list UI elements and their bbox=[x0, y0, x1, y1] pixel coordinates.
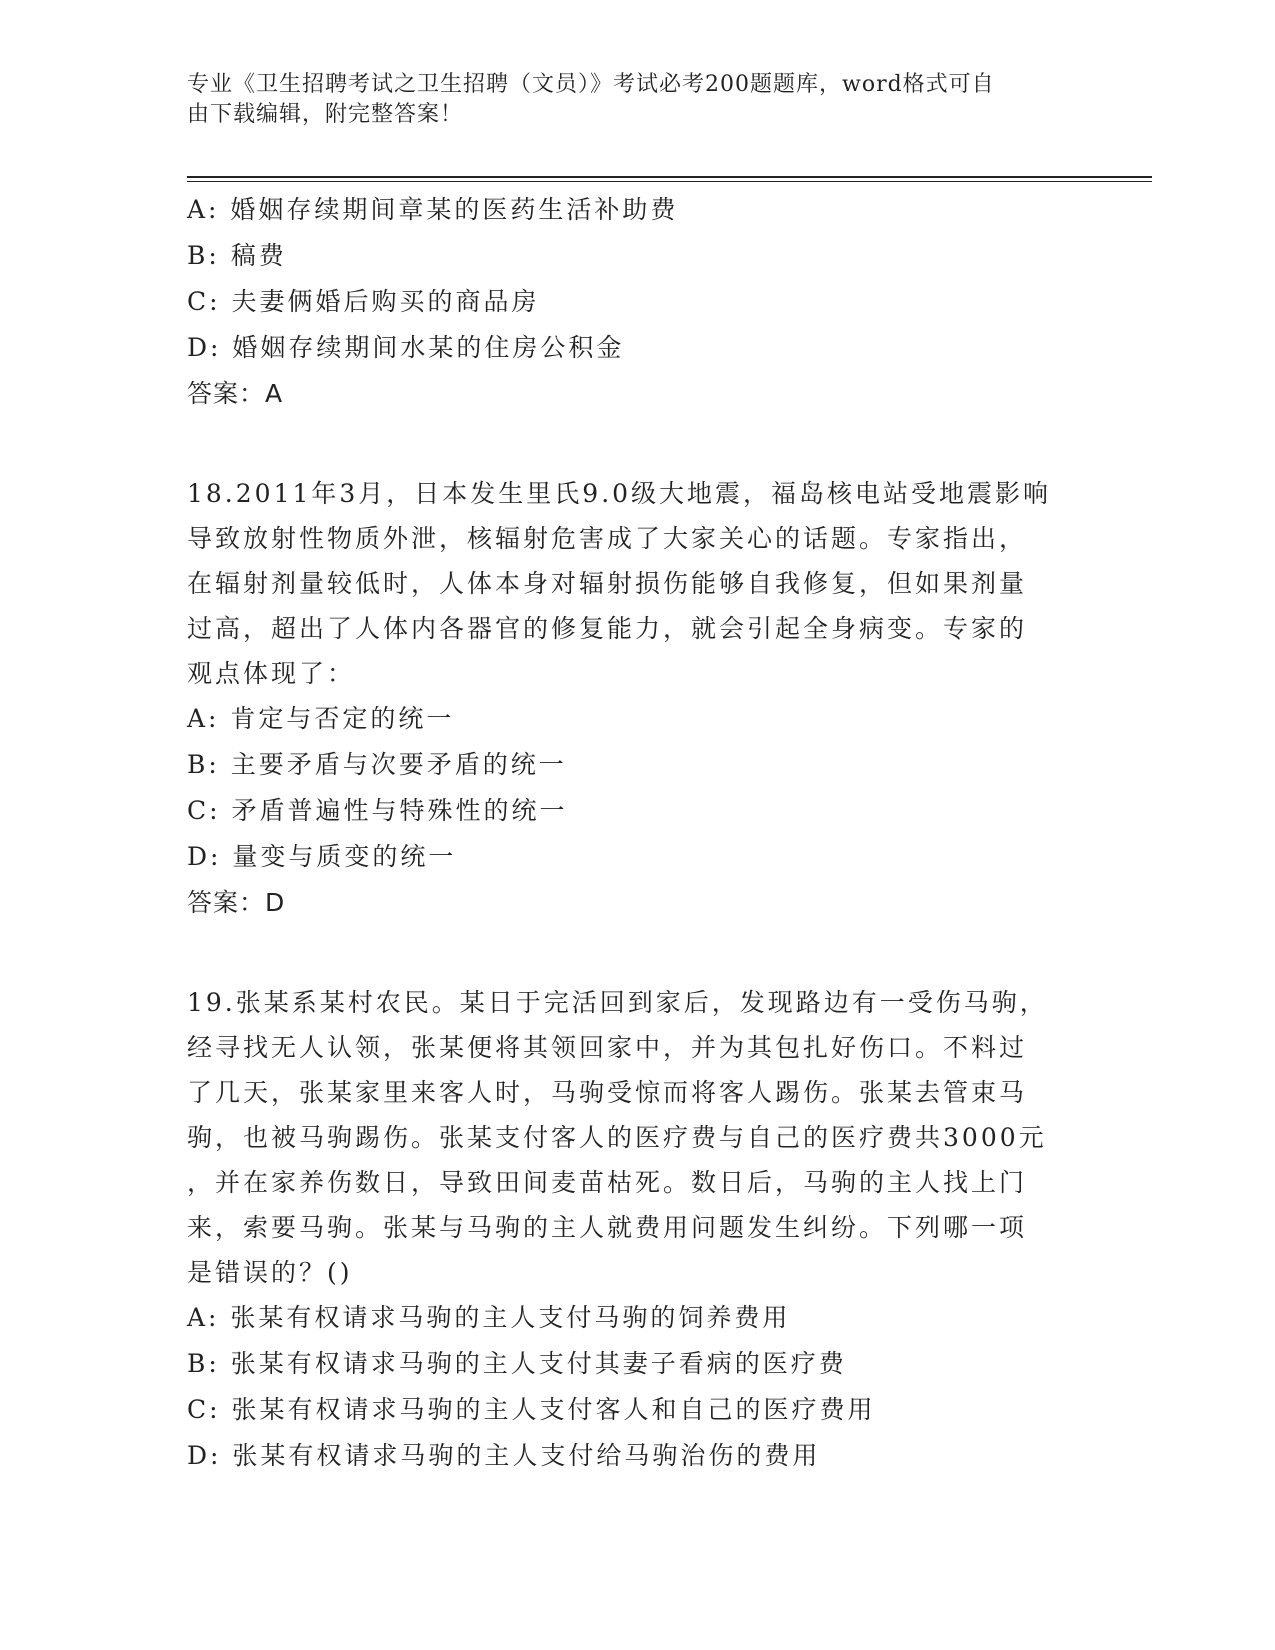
option-c: C: 矛盾普遍性与特殊性的统一 bbox=[187, 796, 568, 825]
option-b: B: 稿费 bbox=[187, 241, 287, 270]
option-d: D: 婚姻存续期间水某的住房公积金 bbox=[187, 333, 625, 362]
question-18-line: 观点体现了： bbox=[187, 659, 356, 688]
option-a: A: 张某有权请求马驹的主人支付马驹的饲养费用 bbox=[187, 1303, 791, 1332]
question-17-options bbox=[187, 187, 1087, 371]
header-rule-thick bbox=[187, 176, 1152, 178]
question-18-text bbox=[187, 471, 1087, 696]
question-18-answer: 答案：D bbox=[187, 888, 286, 917]
question-19-line: 了几天，张某家里来客人时，马驹受惊而将客人踢伤。张某去管束马 bbox=[187, 1078, 1028, 1107]
question-19-line: 经寻找无人认领，张某便将其领回家中，并为其包扎好伤口。不料过 bbox=[187, 1033, 1028, 1062]
option-a: A: 肯定与否定的统一 bbox=[187, 704, 455, 733]
header-line-1: 专业《卫生招聘考试之卫生招聘（文员）》考试必考200题题库，word格式可自 bbox=[187, 72, 995, 97]
document-body bbox=[187, 187, 1087, 1479]
option-d: D: 量变与质变的统一 bbox=[187, 842, 457, 871]
question-18-line: 在辐射剂量较低时，人体本身对辐射损伤能够自我修复，但如果剂量 bbox=[187, 569, 1028, 598]
option-b: B: 张某有权请求马驹的主人支付其妻子看病的医疗费 bbox=[187, 1349, 847, 1378]
question-19-line: ，并在家养伤数日，导致田间麦苗枯死。数日后，马驹的主人找上门 bbox=[187, 1168, 1028, 1197]
question-19-line: 来，索要马驹。张某与马驹的主人就费用问题发生纠纷。下列哪一项 bbox=[187, 1213, 1028, 1242]
option-a: A: 婚姻存续期间章某的医药生活补助费 bbox=[187, 195, 679, 224]
option-b: B: 主要矛盾与次要矛盾的统一 bbox=[187, 750, 567, 779]
question-19-line: 是错误的？() bbox=[187, 1258, 353, 1287]
header-rule-thin bbox=[187, 181, 1152, 182]
option-d: D: 张某有权请求马驹的主人支付给马驹治伤的费用 bbox=[187, 1441, 821, 1470]
document-header bbox=[187, 70, 1067, 130]
question-19-options bbox=[187, 1295, 1087, 1479]
question-19-line: 驹，也被马驹踢伤。张某支付客人的医疗费与自己的医疗费共3000元 bbox=[187, 1123, 1047, 1152]
header-line-2: 由下载编辑，附完整答案！ bbox=[187, 102, 464, 127]
question-19-line: 19.张某系某村农民。某日于完活回到家后，发现路边有一受伤马驹， bbox=[187, 988, 1048, 1017]
question-18-options bbox=[187, 696, 1087, 880]
question-18-line: 过高，超出了人体内各器官的修复能力，就会引起全身病变。专家的 bbox=[187, 614, 1028, 643]
question-18-line: 导致放射性物质外泄，核辐射危害成了大家关心的话题。专家指出， bbox=[187, 524, 1028, 553]
option-c: C: 夫妻俩婚后购买的商品房 bbox=[187, 287, 540, 316]
question-19-text bbox=[187, 980, 1087, 1295]
question-17-answer: 答案：A bbox=[187, 379, 284, 408]
option-c: C: 张某有权请求马驹的主人支付客人和自己的医疗费用 bbox=[187, 1395, 876, 1424]
question-18-line: 18.2011年3月，日本发生里氏9.0级大地震，福岛核电站受地震影响 bbox=[187, 479, 1052, 508]
